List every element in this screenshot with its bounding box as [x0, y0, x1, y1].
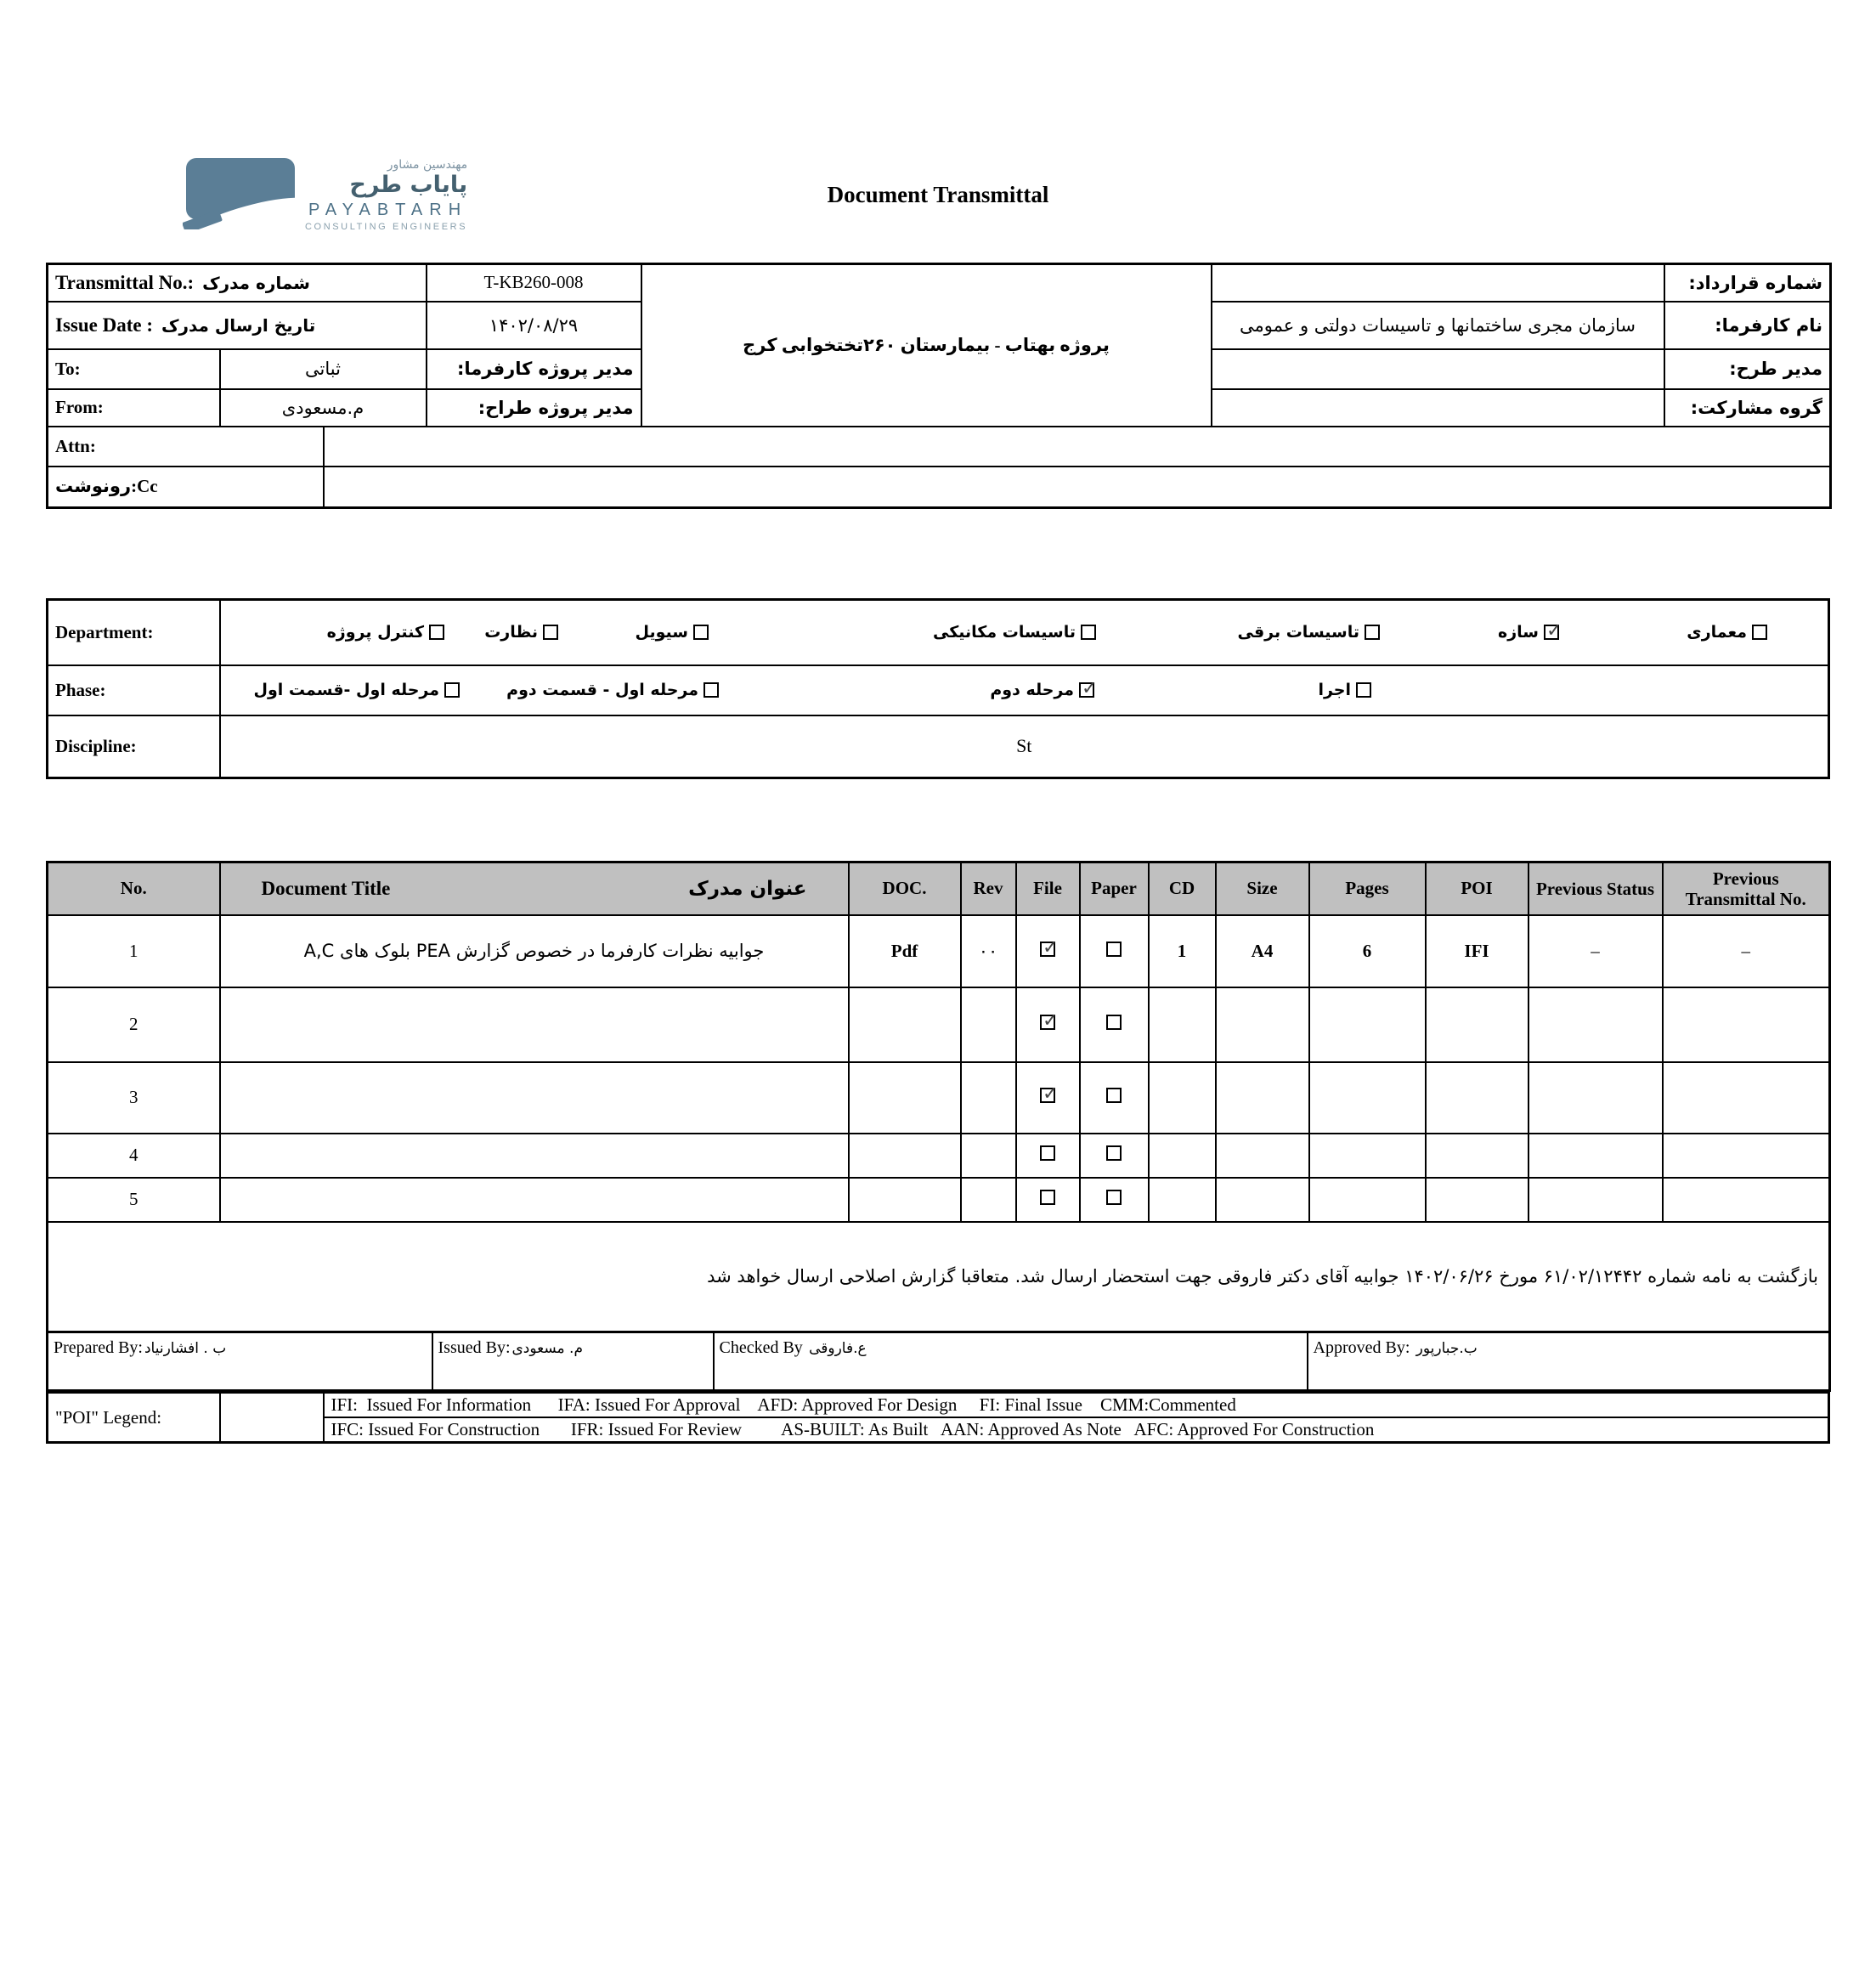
project-title: پروژه بهتاب - بیمارستان ۲۶۰تختخوابی کرج [641, 264, 1212, 427]
client-name-value: سازمان مجری ساختمانها و تاسیسات دولتی و عمومی [1212, 302, 1664, 349]
phase-option-stage1-part1 [253, 681, 460, 699]
dept-option-label: نظارت [484, 623, 538, 642]
doc-no: 1 [48, 915, 220, 987]
from-value: م.مسعودی [220, 389, 427, 427]
doc-size: A4 [1216, 915, 1309, 987]
doc-poi [1426, 987, 1528, 1062]
dept-option-label: کنترل پروژه [326, 623, 424, 642]
dept-option-label: سازه [1498, 623, 1539, 642]
doc-no: 2 [48, 987, 220, 1062]
file-checkbox[interactable] [1040, 942, 1055, 957]
doc-poi [1426, 1134, 1528, 1178]
paper-checkbox[interactable] [1106, 1088, 1122, 1103]
doc-poi [1426, 1062, 1528, 1134]
poi-legend-line1: IFI: Issued For Information IFA: Issued For Approval AFD: Approved For Design FI: Final Issue CMM:Commented [324, 1393, 1829, 1418]
designer-pm-label: مدیر پروژه طراح: [427, 389, 641, 427]
documents-table [46, 861, 1831, 1333]
discipline-label: Discipline: [48, 715, 220, 778]
dept-option-label: تاسیسات مکانیکی [933, 623, 1076, 642]
contract-no-value [1212, 264, 1664, 302]
from-label: From: [48, 389, 220, 427]
issue-date-label-en: Issue Date : [55, 314, 153, 336]
phase-option-label: مرحله دوم [990, 681, 1074, 699]
cc-label: Cc:رونوشت [48, 467, 324, 508]
doc-cd: 1 [1149, 915, 1216, 987]
doc-title: جوابیه نظرات کارفرما در خصوص گزارش PEA بلوک های A,C [220, 915, 849, 987]
dept-checkbox-architecture[interactable] [1752, 625, 1767, 640]
poi-legend-line2: IFC: Issued For Construction IFR: Issued For Review AS-BUILT: As Built AAN: Approved As Note AFC: Approved For Construction [324, 1417, 1829, 1443]
paper-checkbox[interactable] [1106, 1015, 1122, 1030]
department-label: Department: [48, 600, 220, 665]
col-header-paper: Paper [1080, 862, 1149, 915]
checked-by-cell [714, 1332, 1308, 1391]
col-header-prev-transmittal: Previous Transmittal No. [1663, 862, 1830, 915]
doc-prev-status: – [1528, 915, 1663, 987]
col-header-file: File [1016, 862, 1080, 915]
document-row [48, 1134, 1830, 1178]
file-checkbox[interactable] [1040, 1190, 1055, 1205]
doc-cd [1149, 1134, 1216, 1178]
discipline-value: St [220, 715, 1829, 778]
dept-option-electrical [1237, 623, 1380, 642]
prepared-by-cell [48, 1332, 432, 1391]
design-manager-value [1212, 349, 1664, 389]
dept-checkbox-project-control[interactable] [429, 625, 444, 640]
doc-file-cell [1016, 915, 1080, 987]
checked-by-label: Checked By [719, 1338, 803, 1357]
doc-type [849, 1178, 961, 1222]
documents-header-row [48, 862, 1830, 915]
phase-checkbox-stage1-part2[interactable] [704, 682, 719, 698]
doc-size [1216, 1062, 1309, 1134]
phase-checkbox-stage1-part1[interactable] [444, 682, 460, 698]
doc-cd [1149, 1178, 1216, 1222]
doc-prev-status [1528, 1134, 1663, 1178]
issued-by-label: Issued By: [438, 1338, 511, 1357]
dept-option-architecture [1687, 623, 1767, 642]
issue-date-label-fa: تاریخ ارسال مدرک [161, 314, 316, 336]
attn-value [324, 427, 1831, 467]
phase-checkbox-execution[interactable] [1356, 682, 1371, 698]
document-row [48, 987, 1830, 1062]
doc-title [220, 1062, 849, 1134]
file-checkbox[interactable] [1040, 1015, 1055, 1030]
file-checkbox[interactable] [1040, 1145, 1055, 1161]
doc-prev-transmittal [1663, 1134, 1830, 1178]
approved-by-cell [1308, 1332, 1830, 1391]
department-options [220, 600, 1829, 665]
doc-size [1216, 1134, 1309, 1178]
doc-no: 4 [48, 1134, 220, 1178]
dept-option-civil [636, 623, 709, 642]
doc-pages [1309, 1178, 1426, 1222]
col-header-pages: Pages [1309, 862, 1426, 915]
dept-checkbox-civil[interactable] [693, 625, 709, 640]
doc-no: 5 [48, 1178, 220, 1222]
doc-rev [961, 1134, 1016, 1178]
doc-title [220, 1178, 849, 1222]
poi-legend-label: "POI" Legend: [48, 1393, 220, 1443]
col-header-poi: POI [1426, 862, 1528, 915]
logo-brand-en: PAYABTARH [308, 201, 468, 220]
dept-option-project-control [327, 623, 444, 642]
doc-cd [1149, 1062, 1216, 1134]
dept-checkbox-structure[interactable] [1544, 625, 1559, 640]
prepared-by-name: ب . افشارنیاد [144, 1340, 227, 1357]
doc-title [220, 987, 849, 1062]
phase-option-execution [1318, 681, 1371, 699]
design-manager-label: مدیر طرح: [1664, 349, 1831, 389]
doc-size [1216, 987, 1309, 1062]
phase-options [220, 665, 1829, 715]
doc-pages [1309, 1062, 1426, 1134]
dept-option-supervision [484, 623, 558, 642]
paper-checkbox[interactable] [1106, 1190, 1122, 1205]
transmittal-no-label-fa: شماره مدرک [202, 272, 310, 293]
transmittal-no-label-cell [48, 264, 427, 302]
dept-option-structure [1498, 623, 1559, 642]
phase-option-label: اجرا [1318, 681, 1351, 699]
client-pm-label: مدیر پروژه کارفرما: [427, 349, 641, 389]
doc-pages: 6 [1309, 915, 1426, 987]
col-header-rev: Rev [961, 862, 1016, 915]
doc-prev-transmittal [1663, 1062, 1830, 1134]
document-row [48, 1062, 1830, 1134]
issued-by-cell [432, 1332, 714, 1391]
col-header-no: No. [48, 862, 220, 915]
classification-table [46, 598, 1830, 779]
transmittal-no-value: T-KB260-008 [427, 264, 641, 302]
issue-date-value: ۱۴۰۲/۰۸/۲۹ [427, 302, 641, 349]
doc-pages [1309, 1134, 1426, 1178]
prepared-by-label: Prepared By: [54, 1338, 143, 1357]
doc-rev [961, 987, 1016, 1062]
doc-prev-status [1528, 987, 1663, 1062]
transmittal-no-label-en: Transmittal No.: [55, 271, 195, 293]
doc-prev-transmittal [1663, 987, 1830, 1062]
phase-checkbox-stage2[interactable] [1079, 682, 1094, 698]
col-header-size: Size [1216, 862, 1309, 915]
issued-by-name: م. مسعودی [511, 1340, 583, 1357]
col-header-doc: DOC. [849, 862, 961, 915]
dept-option-label: معماری [1687, 623, 1747, 642]
remarks-text: بازگشت به نامه شماره ۶۱/۰۲/۱۲۴۴۲ مورخ ۱۴۰۲/۰۶/۲۶ جوابیه آقای دکتر فاروقی جهت استحضار ارسال شد. متعاقبا گزارش اصلاحی ارسال خواهد شد [48, 1222, 1830, 1332]
page-title: Document Transmittal [827, 182, 1049, 207]
doc-prev-transmittal [1663, 1178, 1830, 1222]
col-header-prev-status: Previous Status [1528, 862, 1663, 915]
poi-legend-table [46, 1391, 1830, 1444]
doc-type [849, 987, 961, 1062]
doc-no: 3 [48, 1062, 220, 1134]
doc-paper-cell [1080, 1062, 1149, 1134]
doc-type: Pdf [849, 915, 961, 987]
doc-prev-status [1528, 1062, 1663, 1134]
to-label: To: [48, 349, 220, 389]
client-name-label: نام کارفرما: [1664, 302, 1831, 349]
document-row [48, 1178, 1830, 1222]
partnership-value [1212, 389, 1664, 427]
doc-title [220, 1134, 849, 1178]
doc-paper-cell [1080, 1178, 1149, 1222]
doc-rev: ۰۰ [961, 915, 1016, 987]
doc-file-cell [1016, 1062, 1080, 1134]
doc-rev [961, 1062, 1016, 1134]
col-header-title-fa: عنوان مدرک [688, 877, 807, 900]
doc-type [849, 1062, 961, 1134]
dept-option-mechanical [933, 623, 1096, 642]
contract-no-label: شماره قرارداد: [1664, 264, 1831, 302]
doc-paper-cell [1080, 915, 1149, 987]
doc-pages [1309, 987, 1426, 1062]
approved-by-label: Approved By: [1313, 1338, 1410, 1357]
col-header-cd: CD [1149, 862, 1216, 915]
doc-file-cell [1016, 1178, 1080, 1222]
cc-value [324, 467, 1831, 508]
phase-option-label: مرحله اول -قسمت اول [253, 681, 439, 699]
file-checkbox[interactable] [1040, 1088, 1055, 1103]
poi-legend-spacer [220, 1393, 324, 1443]
phase-option-stage2 [990, 681, 1094, 699]
doc-cd [1149, 987, 1216, 1062]
doc-type [849, 1134, 961, 1178]
doc-size [1216, 1178, 1309, 1222]
dept-checkbox-mechanical[interactable] [1081, 625, 1096, 640]
phase-label: Phase: [48, 665, 220, 715]
logo-brand-fa: پایاب طرح [349, 172, 468, 198]
doc-rev [961, 1178, 1016, 1222]
phase-option-label: مرحله اول - قسمت دوم [506, 681, 698, 699]
doc-paper-cell [1080, 1134, 1149, 1178]
partnership-label: گروه مشارکت: [1664, 389, 1831, 427]
doc-file-cell [1016, 1134, 1080, 1178]
document-row [48, 915, 1830, 987]
dept-checkbox-electrical[interactable] [1365, 625, 1380, 640]
issue-date-label-cell [48, 302, 427, 349]
doc-poi: IFI [1426, 915, 1528, 987]
phase-option-stage1-part2 [506, 681, 719, 699]
to-value: ثباتی [220, 349, 427, 389]
dept-option-label: سیویل [635, 623, 688, 642]
logo-tagline: CONSULTING ENGINEERS [305, 222, 468, 233]
col-header-title [220, 862, 849, 915]
col-header-title-en: Document Title [261, 877, 391, 899]
logo-subtext-fa: مهندسین مشاور [387, 158, 468, 172]
dept-checkbox-supervision[interactable] [543, 625, 558, 640]
doc-prev-transmittal: – [1663, 915, 1830, 987]
doc-file-cell [1016, 987, 1080, 1062]
doc-poi [1426, 1178, 1528, 1222]
dept-option-label: تاسیسات برقی [1237, 623, 1359, 642]
approved-by-name: ب.جبارپور [1415, 1340, 1478, 1357]
attn-label: Attn: [48, 427, 324, 467]
doc-paper-cell [1080, 987, 1149, 1062]
doc-prev-status [1528, 1178, 1663, 1222]
checked-by-name: ع.فاروقی [809, 1340, 867, 1357]
signatures-table [46, 1331, 1831, 1392]
header-table [46, 263, 1832, 509]
paper-checkbox[interactable] [1106, 942, 1122, 957]
paper-checkbox[interactable] [1106, 1145, 1122, 1161]
